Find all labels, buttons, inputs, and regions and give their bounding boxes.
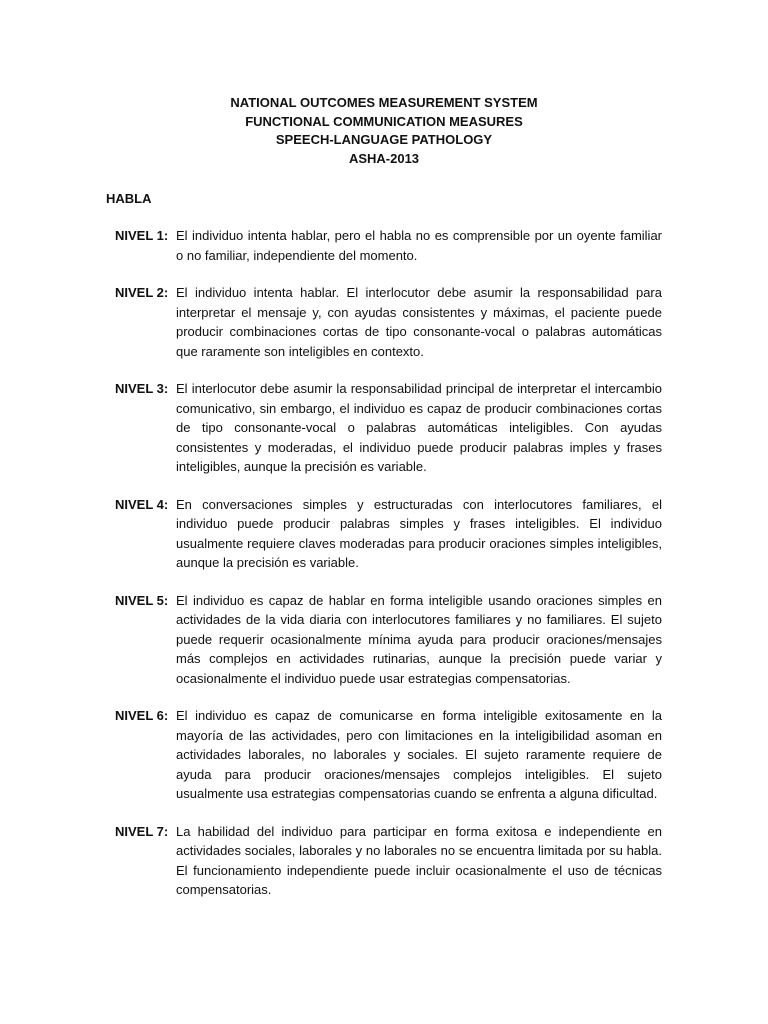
level-item-2 bbox=[115, 283, 662, 361]
title-line-3: SPEECH-LANGUAGE PATHOLOGY bbox=[275, 132, 493, 147]
level-description: En conversaciones simples y estructuradas con interlocutores familiares, el individuo puede producir palabras simples y frases inteligibles. El individuo usualmente requiere claves moderadas para producir oraciones simples inteligibles, aunque la precisión es variable. bbox=[176, 496, 662, 570]
level-description: El individuo es capaz de comunicarse en forma inteligible exitosamente en la mayoría de las actividades, pero con limitaciones en la inteligibilidad asoman en actividades laborales, no laborales y sociales. El sujeto raramente requiere de ayuda para producir oraciones/mensajes complejos inteligibles. El sujeto usualmente usa estrategias compensatorias cuando se enfrenta a alguna dificultad. bbox=[176, 708, 662, 801]
level-item-1 bbox=[115, 226, 662, 265]
level-label: NIVEL 2: bbox=[115, 285, 169, 300]
title-line-1: NATIONAL OUTCOMES MEASUREMENT SYSTEM bbox=[230, 95, 538, 110]
section-heading-habla: HABLA bbox=[106, 191, 152, 206]
level-description: La habilidad del individuo para participar en forma exitosa e independiente en actividades sociales, laborales y no laborales no se encuentra limitada por su habla. El funcionamiento independiente puede incluir ocasionalmente el uso de técnicas compensatorias. bbox=[176, 823, 662, 897]
level-label: NIVEL 5: bbox=[115, 592, 169, 608]
level-label: NIVEL 7: bbox=[115, 823, 169, 839]
level-description: El individuo intenta hablar, pero el habla no es comprensible por un oyente familiar o no familiar, independiente del momento. bbox=[176, 228, 662, 263]
level-item-6 bbox=[115, 706, 662, 804]
title-line-4: ASHA-2013 bbox=[348, 150, 420, 166]
level-description: El individuo es capaz de hablar en forma inteligible usando oraciones simples en actividades de la vida diaria con interlocutores familiares y no familiares. El sujeto puede requerir ocasionalmente mínima ayuda para producir oraciones/mensajes más complejos en actividades rutinarias, aunque la precisión puede variar y ocasionalmente el individuo puede usar estrategias compensatorias. bbox=[176, 592, 662, 686]
title-line-2: FUNCTIONAL COMMUNICATION MEASURES bbox=[245, 113, 523, 129]
level-item-4 bbox=[115, 495, 662, 573]
level-description: El individuo intenta hablar. El interlocutor debe asumir la responsabilidad para interpretar el mensaje y, con ayudas consistentes y máximas, el paciente puede producir combinaciones cortas de tipo consonante-vocal o palabras automáticas que raramente son inteligibles en contexto. bbox=[176, 285, 662, 359]
document-title bbox=[0, 94, 768, 168]
level-label: NIVEL 3: bbox=[115, 381, 169, 396]
level-label: NIVEL 1: bbox=[115, 228, 169, 243]
level-item-3 bbox=[115, 379, 662, 477]
level-item-7 bbox=[115, 822, 662, 900]
level-item-5 bbox=[115, 591, 662, 689]
level-label: NIVEL 6: bbox=[115, 708, 169, 723]
level-label: NIVEL 4: bbox=[115, 496, 169, 512]
levels-list bbox=[115, 226, 662, 918]
level-description: El interlocutor debe asumir la responsabilidad principal de interpretar el intercambio comunicativo, sin embargo, el individuo es capaz de producir combinaciones cortas de tipo consonante-vocal o palabras automáticas inteligibles. Con ayudas consistentes y moderadas, el individuo puede producir palabras imples y frases inteligibles, aunque la precisión es variable. bbox=[176, 381, 662, 474]
